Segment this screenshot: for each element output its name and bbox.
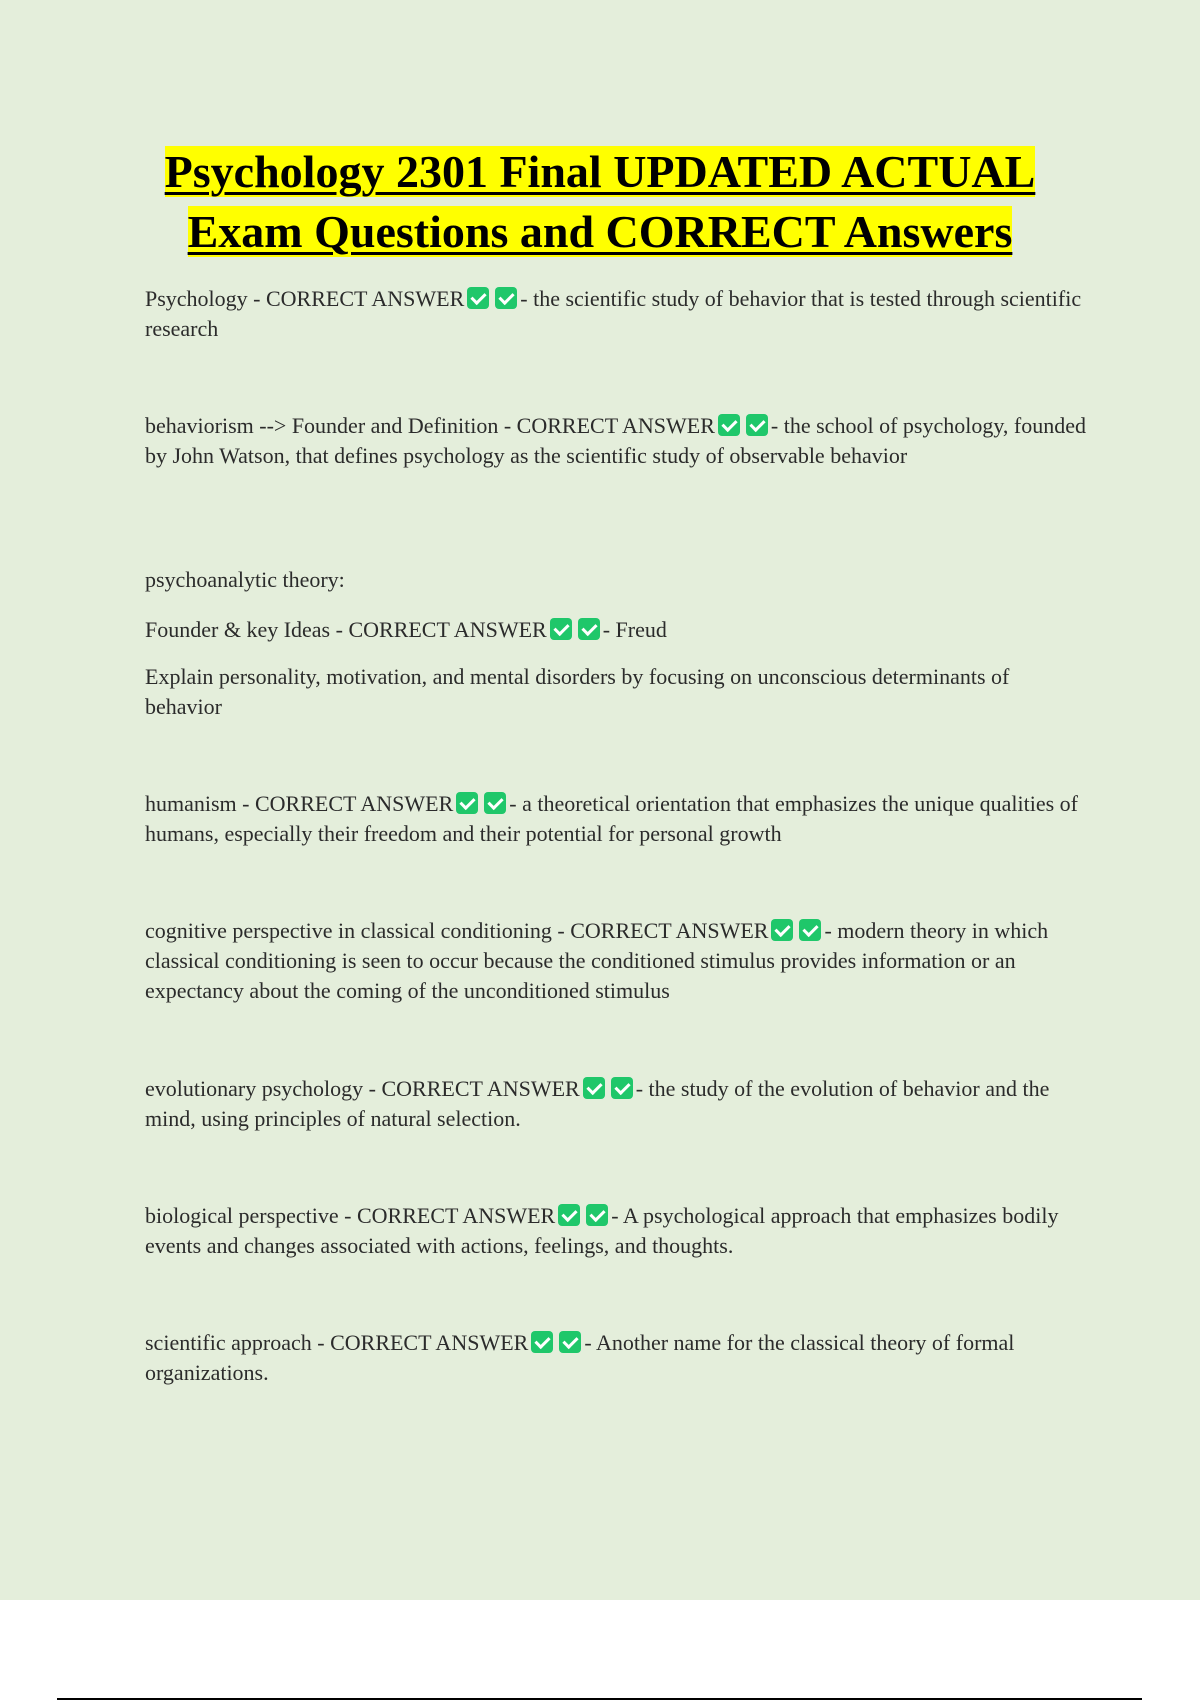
check-mark-icon <box>484 792 506 814</box>
check-mark-icon <box>559 1331 581 1353</box>
answer-label: CORRECT ANSWER <box>255 791 454 816</box>
answer-label: CORRECT ANSWER <box>516 413 715 438</box>
title-line-1: Psychology 2301 Final UPDATED ACTUAL <box>164 146 1036 197</box>
answer-label: CORRECT ANSWER <box>356 1203 556 1228</box>
entry-term: Founder & key Ideas - <box>145 617 349 642</box>
check-mark-icon <box>578 618 600 640</box>
entry-term: cognitive perspective in classical conditioning - <box>145 918 571 943</box>
check-mark-icon <box>611 1077 633 1099</box>
entry-definition: - the scientific study of behavior that is tested through scientific research <box>145 286 1082 341</box>
qa-entry <box>145 1328 1090 1388</box>
answer-label: CORRECT ANSWER <box>570 918 769 943</box>
check-mark-icon <box>771 919 793 941</box>
entry-term: psychoanalytic theory: <box>145 567 345 592</box>
entry-definition: - modern theory in which classical conditioning is seen to occur because the conditioned stimulus provides information or an expectancy about the coming of the unconditioned stimulus <box>145 918 1049 1003</box>
entry-continuation <box>145 662 1090 722</box>
entry-definition: - the study of the evolution of behavior and the mind, using principles of natural selection. <box>145 1076 1050 1131</box>
check-mark-icon <box>467 287 489 309</box>
entry-definition: - Another name for the classical theory of formal organizations. <box>145 1330 1015 1385</box>
qa-entry <box>145 1074 1090 1134</box>
entry-text: Explain personality, motivation, and mental disorders by focusing on unconscious determinants of behavior <box>145 664 1010 719</box>
entry-definition: - the school of psychology, founded by John Watson, that defines psychology as the scientific study of observable behavior <box>145 413 1086 468</box>
section-heading <box>145 565 1090 595</box>
entry-definition: - Freud <box>602 617 667 642</box>
check-mark-icon <box>456 792 478 814</box>
entry-definition: - a theoretical orientation that emphasizes the unique qualities of humans, especially their freedom and their potential for personal growth <box>145 791 1078 846</box>
check-mark-icon <box>746 414 768 436</box>
entry-term: Psychology - <box>145 286 266 311</box>
entry-term: scientific approach - <box>145 1330 331 1355</box>
document-title <box>0 142 1200 262</box>
answer-label: CORRECT ANSWER <box>266 286 465 311</box>
check-mark-icon <box>583 1077 605 1099</box>
check-mark-icon <box>586 1204 608 1226</box>
check-mark-icon <box>550 618 572 640</box>
answer-label: CORRECT ANSWER <box>381 1076 580 1101</box>
qa-entry <box>145 284 1090 344</box>
check-mark-icon <box>799 919 821 941</box>
entry-term: humanism - <box>145 791 255 816</box>
check-mark-icon <box>495 287 517 309</box>
entry-term: evolutionary psychology - <box>145 1076 382 1101</box>
qa-entry <box>145 916 1090 1006</box>
entry-term: biological perspective - <box>145 1203 357 1228</box>
qa-entry <box>145 411 1090 471</box>
qa-entry <box>145 615 1090 645</box>
answer-label: CORRECT ANSWER <box>348 617 547 642</box>
entry-term: behaviorism --> Founder and Definition - <box>145 413 517 438</box>
entry-definition: - A psychological approach that emphasizes bodily events and changes associated with actions, feelings, and thoughts. <box>145 1203 1059 1258</box>
check-mark-icon <box>718 414 740 436</box>
answer-label: CORRECT ANSWER <box>330 1330 529 1355</box>
qa-entry <box>145 1201 1090 1261</box>
check-mark-icon <box>531 1331 553 1353</box>
title-line-2: Exam Questions and CORRECT Answers <box>187 206 1013 257</box>
check-mark-icon <box>558 1204 580 1226</box>
qa-entry <box>145 789 1090 849</box>
